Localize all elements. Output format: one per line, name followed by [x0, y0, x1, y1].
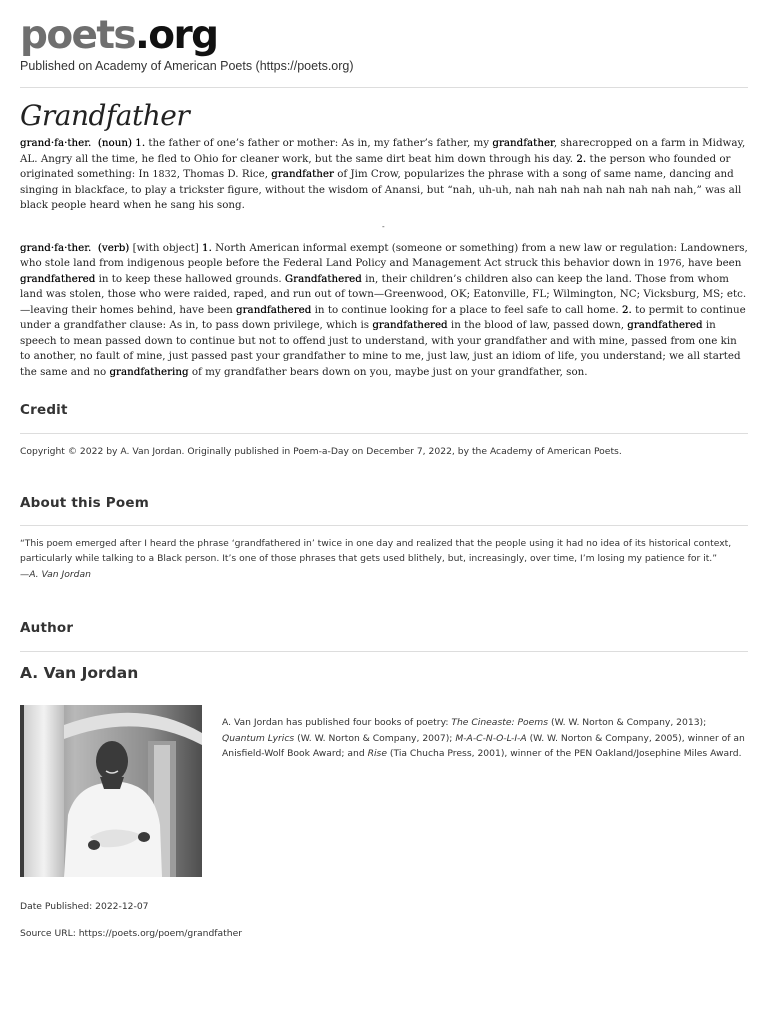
sense-number: 2.	[621, 303, 632, 316]
divider	[20, 651, 748, 652]
date-published: Date Published: 2022-12-07	[20, 901, 149, 912]
divider	[20, 525, 748, 526]
bold-word: grandfather	[271, 168, 334, 180]
author-bio: A. Van Jordan has published four books of poetry: The Cineaste: Poems (W. W. Norton & Company, 2013); Quantum Lyrics (W. W. Norton & Company, 2007); M-A-C-N-O-L-I-A (W. W. Norton & Company, 2005), winner of an Anisfield-Wolf Book Award; and Rise (Tia Chucha Press, 2001), winner of the PEN Oakland/Josephine Miles Award.	[222, 717, 745, 759]
bold-word: grandfathered	[20, 272, 96, 285]
divider	[20, 87, 748, 88]
headword: grand·fa·ther.	[20, 137, 92, 149]
about-quote: “This poem emerged after I heard the phrase ‘grandfathered in’ twice in one day and realized that the people using it had no idea of its historical context, particularly while talking to a Black person. It’s one of those phrases that gets used blithely, but, increasingly, over time, I’m losing my patience for it.”	[20, 537, 732, 564]
bold-word: grandfathered	[236, 303, 312, 316]
part-of-speech: (verb)	[97, 241, 130, 254]
book-title: Rise	[367, 748, 387, 759]
part-of-speech: (noun)	[97, 137, 132, 149]
poem-stanza-noun: grand·fa·ther. (noun) 1. the father of one’s father or mother: As in, my father’s father, my grandfather, sharecropped on a farm in Midway, AL. Angry all the time, he fled to Ohio for cleaner work, but the same dirt beat him down through his day. 2. the person who founded or originated something: In 1832, Thomas D. Rice, grandfather of Jim Crow, popularizes the phrase with a song of same name, dancing and singing in blackface, to play a trickster figure, without the wisdom of Anansi, but “nah, uh-uh, nah nah nah nah nah nah nah nah,” was all black people heard when he sang his song.	[20, 137, 746, 211]
about-heading: About this Poem	[20, 494, 149, 511]
bold-word: grandfathering	[109, 365, 189, 378]
published-line: Published on Academy of American Poets (https://poets.org)	[20, 59, 354, 73]
bold-word: grandfathered	[372, 319, 448, 331]
sense-number: 1.	[135, 137, 146, 149]
headword: grand·fa·ther.	[20, 241, 92, 254]
poem-title: Grandfather	[20, 99, 190, 132]
book-title: M-A-C-N-O-L-I-A	[455, 732, 527, 744]
page	[20, 14, 748, 941]
author-heading: Author	[20, 620, 74, 636]
source-url[interactable]: Source URL: https://poets.org/poem/grandfather	[20, 927, 242, 939]
stanza-separator	[20, 214, 748, 241]
sense-number: 2.	[576, 152, 587, 165]
poets-org-logo[interactable]: poets.org	[20, 13, 218, 58]
book-title: Quantum Lyrics	[222, 732, 295, 744]
credit-heading: Credit	[20, 402, 68, 418]
bold-word: grandfathered	[627, 319, 703, 331]
poem-stanza-verb: grand·fa·ther. (verb) [with object] 1. North American informal exempt (someone or something) from a new law or regulation: Landowners, who stole land from indigenous people before the Federal Land Policy and Management Act struck this behavior down in 1976, have been grandfathered in to keep these hallowed grounds. Grandfathered in, their children’s children also can keep the land. Those from whom land was stolen, those who were raided, raped, and run out of town—Greenwood, OK; Eatonville, FL; Wilmington, NC; Vicksburg, MS; etc. —leaving their homes behind, have been grandfathered in to continue looking for a place to feel safe to call home. 2. to permit to continue under a grandfather clause: As in, to pass down privilege, which is grandfathered in the blood of law, passed down, grandfathered in speech to mean passed down to continue but not to offend just to understand, with your grandfather and with mine, passed from one kin to another, no fault of mine, just passed past your grandfather to mine to me, just law, just an idiom of life, you understand; we all started the same and no grandfathering of my grandfather bears down on you, maybe just on your grandfather, son.	[20, 241, 748, 378]
credit-text: Copyright © 2022 by A. Van Jordan. Originally published in Poem-a-Day on December 7, 2022, by the Academy of American Poets.	[20, 446, 622, 457]
separator-mark: -	[382, 221, 385, 231]
about-attribution: —A. Van Jordan	[20, 568, 91, 580]
author-photo	[20, 705, 202, 877]
bold-word: grandfather	[492, 137, 554, 149]
author-name[interactable]: A. Van Jordan	[20, 664, 139, 682]
sense-number: 1.	[202, 241, 212, 254]
book-title: The Cineaste: Poems	[451, 717, 549, 728]
divider	[20, 433, 748, 434]
author-bio-row	[20, 705, 748, 877]
bold-word: Grandfathered	[284, 272, 362, 285]
